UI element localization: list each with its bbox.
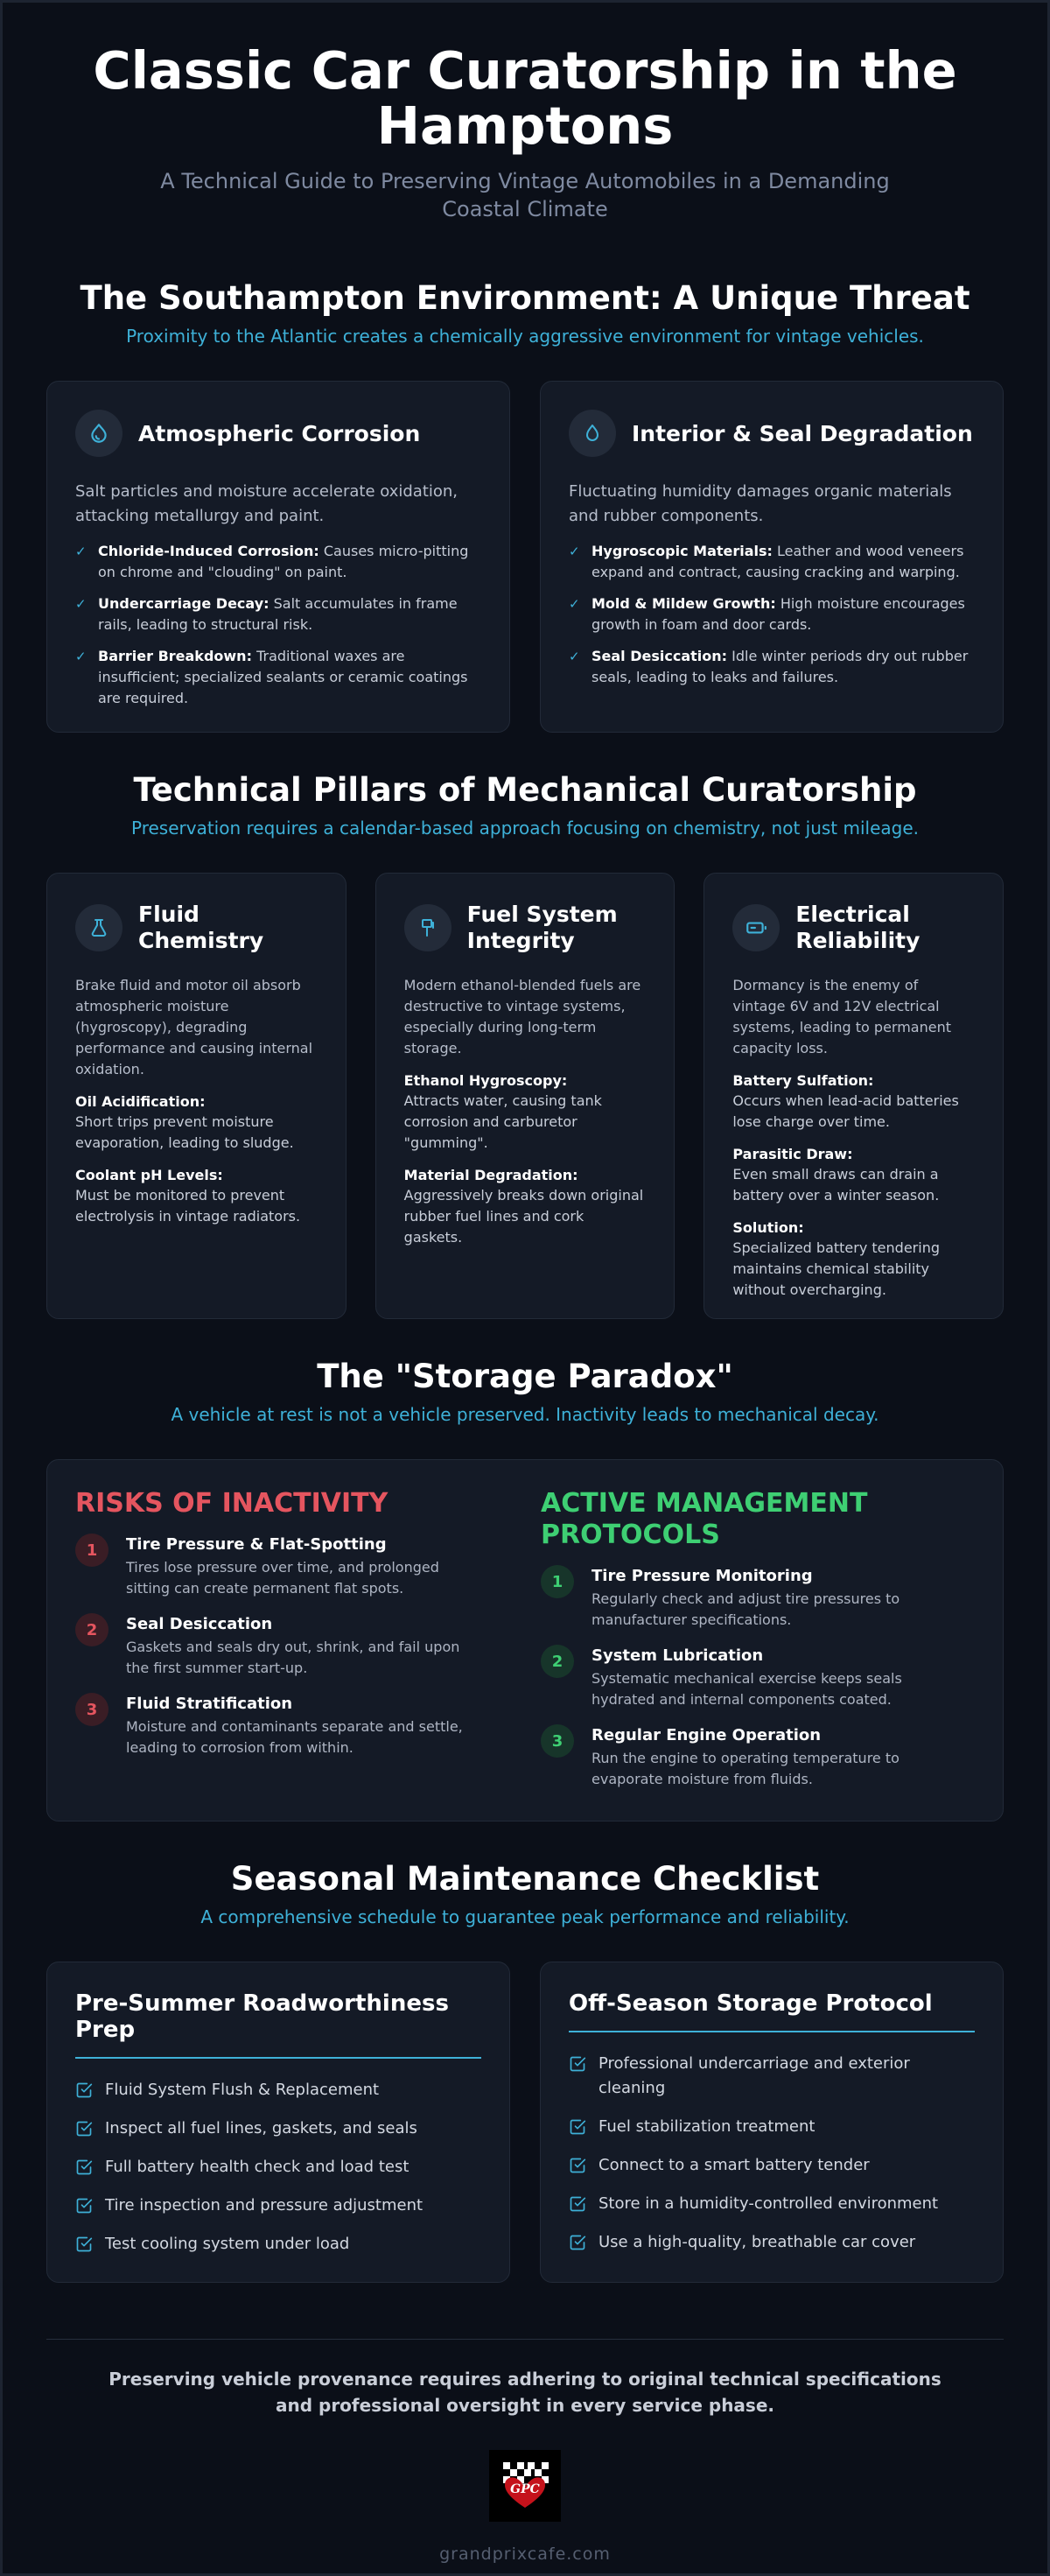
step-title: Seal Desiccation xyxy=(126,1615,273,1633)
card-intro: Fluctuating humidity damages organic materials and rubber components. xyxy=(569,482,952,525)
risks-title: RISKS OF INACTIVITY xyxy=(75,1488,388,1519)
site-url[interactable]: grandprixcafe.com xyxy=(439,2544,611,2564)
checklist-text: Tire inspection and pressure adjustment xyxy=(105,2196,424,2215)
card-title: Fluid Chemistry xyxy=(138,902,264,953)
checklist-item xyxy=(569,2153,975,2178)
step-number: 2 xyxy=(541,1645,574,1678)
electrical-reliability-card xyxy=(704,873,1004,1319)
pre-summer-card xyxy=(46,1962,510,2283)
checklist-text: Professional undercarriage and exterior cleaning xyxy=(598,2054,910,2097)
term-block xyxy=(404,1071,647,1154)
list-item xyxy=(75,593,481,635)
term-title: Coolant pH Levels: xyxy=(75,1167,223,1183)
fluid-chemistry-card xyxy=(46,873,346,1319)
item-term: Mold & Mildew Growth: xyxy=(592,595,776,612)
checkbox-checked-icon xyxy=(569,2234,586,2251)
brand-logo[interactable] xyxy=(489,2450,561,2522)
risks-column xyxy=(75,1488,486,1821)
item-text: Causes micro-pitting on chrome and "clouding" on paint. xyxy=(98,543,469,580)
pillars-subtitle: Preservation requires a calendar-based approach focusing on chemistry, not just mileage. xyxy=(130,818,920,839)
card-intro: Dormancy is the enemy of vintage 6V and 12V electrical systems, leading to permanent capacity loss. xyxy=(732,977,952,1056)
item-term: Barrier Breakdown: xyxy=(98,648,252,664)
list-item xyxy=(75,541,481,583)
atmospheric-corrosion-card xyxy=(46,381,510,733)
step-title: Regular Engine Operation xyxy=(592,1726,822,1744)
page-title: Classic Car Curatorship in the Hamptons xyxy=(93,40,957,156)
step-number: 1 xyxy=(75,1534,108,1567)
checklist-item xyxy=(75,2232,481,2257)
checklist-text: Connect to a smart battery tender xyxy=(598,2156,870,2174)
card-title: Fuel System Integrity xyxy=(466,902,618,953)
check-icon: ✓ xyxy=(75,649,87,664)
battery-icon xyxy=(732,904,780,951)
step-text: Regularly check and adjust tire pressures to manufacturer specifications. xyxy=(592,1590,900,1628)
term-text: Short trips prevent moisture evaporation, leading to sludge. xyxy=(75,1113,294,1151)
term-title: Material Degradation: xyxy=(403,1167,578,1183)
checkbox-checked-icon xyxy=(569,2055,586,2073)
paradox-card xyxy=(46,1459,1004,1821)
pillars-title: Technical Pillars of Mechanical Curatorship xyxy=(133,771,917,809)
protocols-title: ACTIVE MANAGEMENT PROTOCOLS xyxy=(541,1488,868,1550)
item-text: Salt accumulates in frame rails, leading to structural risk. xyxy=(98,595,458,633)
step-number: 3 xyxy=(75,1693,108,1726)
checkbox-checked-icon xyxy=(569,2157,586,2174)
term-title: Battery Sulfation: xyxy=(732,1072,874,1089)
checkbox-checked-icon xyxy=(75,2158,93,2176)
check-icon: ✓ xyxy=(75,544,87,559)
svg-text:GPC: GPC xyxy=(510,2482,540,2496)
protocol-item xyxy=(541,1724,952,1790)
step-number: 1 xyxy=(541,1565,574,1598)
step-text: Gaskets and seals dry out, shrink, and fail upon the first summer start-up. xyxy=(126,1639,460,1676)
protocol-item xyxy=(541,1645,952,1710)
card-title: Electrical Reliability xyxy=(795,902,920,953)
check-icon: ✓ xyxy=(569,649,580,664)
list-item xyxy=(569,541,975,583)
checkbox-checked-icon xyxy=(75,2197,93,2215)
step-text: Run the engine to operating temperature to evaporate moisture from fluids. xyxy=(592,1750,900,1787)
environment-section xyxy=(46,279,1004,733)
water-drop-icon xyxy=(75,410,122,457)
item-text: Leather and wood veneers expand and contract, causing cracking and warping. xyxy=(592,543,964,580)
term-block xyxy=(404,1166,647,1248)
term-text: Aggressively breaks down original rubber fuel lines and cork gaskets. xyxy=(403,1187,644,1246)
term-block xyxy=(75,1092,318,1154)
checklist-title: Seasonal Maintenance Checklist xyxy=(230,1860,820,1898)
term-title: Ethanol Hygroscopy: xyxy=(403,1072,568,1089)
check-icon: ✓ xyxy=(75,596,87,612)
paradox-subtitle: A vehicle at rest is not a vehicle preserved. Inactivity leads to mechanical decay. xyxy=(171,1404,879,1425)
step-title: System Lubrication xyxy=(592,1646,764,1665)
card-intro: Salt particles and moisture accelerate oxidation, attacking metallurgy and paint. xyxy=(75,482,458,525)
list-item xyxy=(569,593,975,635)
interior-seal-card xyxy=(540,381,1004,733)
checklist-text: Inspect all fuel lines, gaskets, and seals xyxy=(105,2119,417,2137)
droplet-icon xyxy=(569,410,616,457)
step-number: 3 xyxy=(541,1724,574,1758)
step-text: Tires lose pressure over time, and prolonged sitting can create permanent flat spots. xyxy=(126,1559,439,1597)
risk-item xyxy=(75,1613,486,1679)
term-title: Parasitic Draw: xyxy=(732,1146,853,1162)
checklist-item xyxy=(569,2192,975,2216)
checklist-item xyxy=(75,2116,481,2141)
checklist-text: Full battery health check and load test xyxy=(105,2158,410,2176)
hero xyxy=(46,3,1004,223)
checkered-flag-logo-icon xyxy=(496,2457,554,2515)
term-block xyxy=(75,1166,318,1227)
environment-subtitle: Proximity to the Atlantic creates a chemically aggressive environment for vintage vehicles. xyxy=(126,326,924,347)
checklist-section xyxy=(46,1860,1004,2283)
card-intro: Brake fluid and motor oil absorb atmospheric moisture (hygroscopy), degrading performance and causing internal oxidation. xyxy=(75,977,313,1077)
flask-icon xyxy=(75,904,122,951)
checklist-item xyxy=(569,2052,975,2101)
checklist-item xyxy=(75,2078,481,2102)
check-icon: ✓ xyxy=(569,596,580,612)
item-text: Traditional waxes are insufficient; specialized sealants or ceramic coatings are required. xyxy=(98,648,468,706)
term-text: Even small draws can drain a battery over a winter season. xyxy=(732,1166,940,1204)
card-title: Interior & Seal Degradation xyxy=(632,420,973,446)
step-title: Fluid Stratification xyxy=(126,1695,293,1713)
paradox-section xyxy=(46,1358,1004,1821)
term-block xyxy=(732,1218,975,1301)
checkbox-checked-icon xyxy=(569,2118,586,2136)
checkbox-checked-icon xyxy=(75,2081,93,2099)
fuel-system-card xyxy=(375,873,676,1319)
term-text: Specialized battery tendering maintains chemical stability without overcharging. xyxy=(732,1239,940,1298)
off-season-card xyxy=(540,1962,1004,2283)
checklist-text: Use a high-quality, breathable car cover xyxy=(598,2233,916,2251)
checklist-text: Store in a humidity-controlled environment xyxy=(598,2194,939,2213)
checklist-text: Fluid System Flush & Replacement xyxy=(105,2081,380,2099)
footer-statement: Preserving vehicle provenance requires adhering to original technical specifications and professional oversight in every service phase. xyxy=(108,2369,942,2416)
protocol-item xyxy=(541,1565,952,1631)
page-subtitle: A Technical Guide to Preserving Vintage Automobiles in a Demanding Coastal Climate xyxy=(160,169,890,221)
item-term: Seal Desiccation: xyxy=(592,648,728,664)
term-text: Occurs when lead-acid batteries lose charge over time. xyxy=(732,1092,959,1130)
pillars-section xyxy=(46,771,1004,1319)
footer xyxy=(46,2339,1004,2564)
item-term: Undercarriage Decay: xyxy=(98,595,270,612)
card-intro: Modern ethanol-blended fuels are destructive to vintage systems, especially during long-term storage. xyxy=(403,977,641,1056)
item-term: Hygroscopic Materials: xyxy=(592,543,773,559)
checklist-item xyxy=(569,2230,975,2255)
term-block xyxy=(732,1071,975,1133)
term-text: Attracts water, causing tank corrosion and carburetor "gumming". xyxy=(403,1092,602,1151)
list-item xyxy=(569,646,975,688)
checkbox-checked-icon xyxy=(569,2195,586,2213)
card-title: Atmospheric Corrosion xyxy=(138,420,421,446)
step-title: Tire Pressure & Flat-Spotting xyxy=(126,1535,387,1554)
term-text: Must be monitored to prevent electrolysis in vintage radiators. xyxy=(75,1187,301,1225)
check-icon: ✓ xyxy=(569,544,580,559)
item-term: Chloride-Induced Corrosion: xyxy=(98,543,319,559)
checklist-item xyxy=(569,2115,975,2139)
term-title: Solution: xyxy=(732,1219,804,1236)
checkbox-checked-icon xyxy=(75,2236,93,2253)
term-block xyxy=(732,1145,975,1206)
protocols-column xyxy=(541,1488,952,1821)
list-item xyxy=(75,646,481,709)
fuel-pump-icon xyxy=(404,904,452,951)
term-title: Oil Acidification: xyxy=(75,1093,206,1110)
environment-title: The Southampton Environment: A Unique Threat xyxy=(80,279,970,317)
checkbox-checked-icon xyxy=(75,2120,93,2137)
card-title: Pre-Summer Roadworthiness Prep xyxy=(75,1990,481,2059)
paradox-title: The "Storage Paradox" xyxy=(317,1358,733,1395)
checklist-subtitle: A comprehensive schedule to guarantee peak performance and reliability. xyxy=(200,1906,850,1927)
step-text: Moisture and contaminants separate and settle, leading to corrosion from within. xyxy=(126,1718,463,1756)
risk-item xyxy=(75,1693,486,1758)
item-text: Idle winter periods dry out rubber seals, leading to leaks and failures. xyxy=(592,648,969,685)
risk-item xyxy=(75,1534,486,1599)
card-title: Off-Season Storage Protocol xyxy=(569,1990,975,2032)
step-text: Systematic mechanical exercise keeps seals hydrated and internal components coated. xyxy=(592,1670,902,1708)
checklist-item xyxy=(75,2193,481,2218)
step-number: 2 xyxy=(75,1613,108,1646)
checklist-text: Test cooling system under load xyxy=(105,2235,350,2253)
step-title: Tire Pressure Monitoring xyxy=(592,1567,813,1585)
checklist-item xyxy=(75,2155,481,2179)
checklist-text: Fuel stabilization treatment xyxy=(598,2117,816,2136)
item-text: High moisture encourages growth in foam and door cards. xyxy=(592,595,965,633)
